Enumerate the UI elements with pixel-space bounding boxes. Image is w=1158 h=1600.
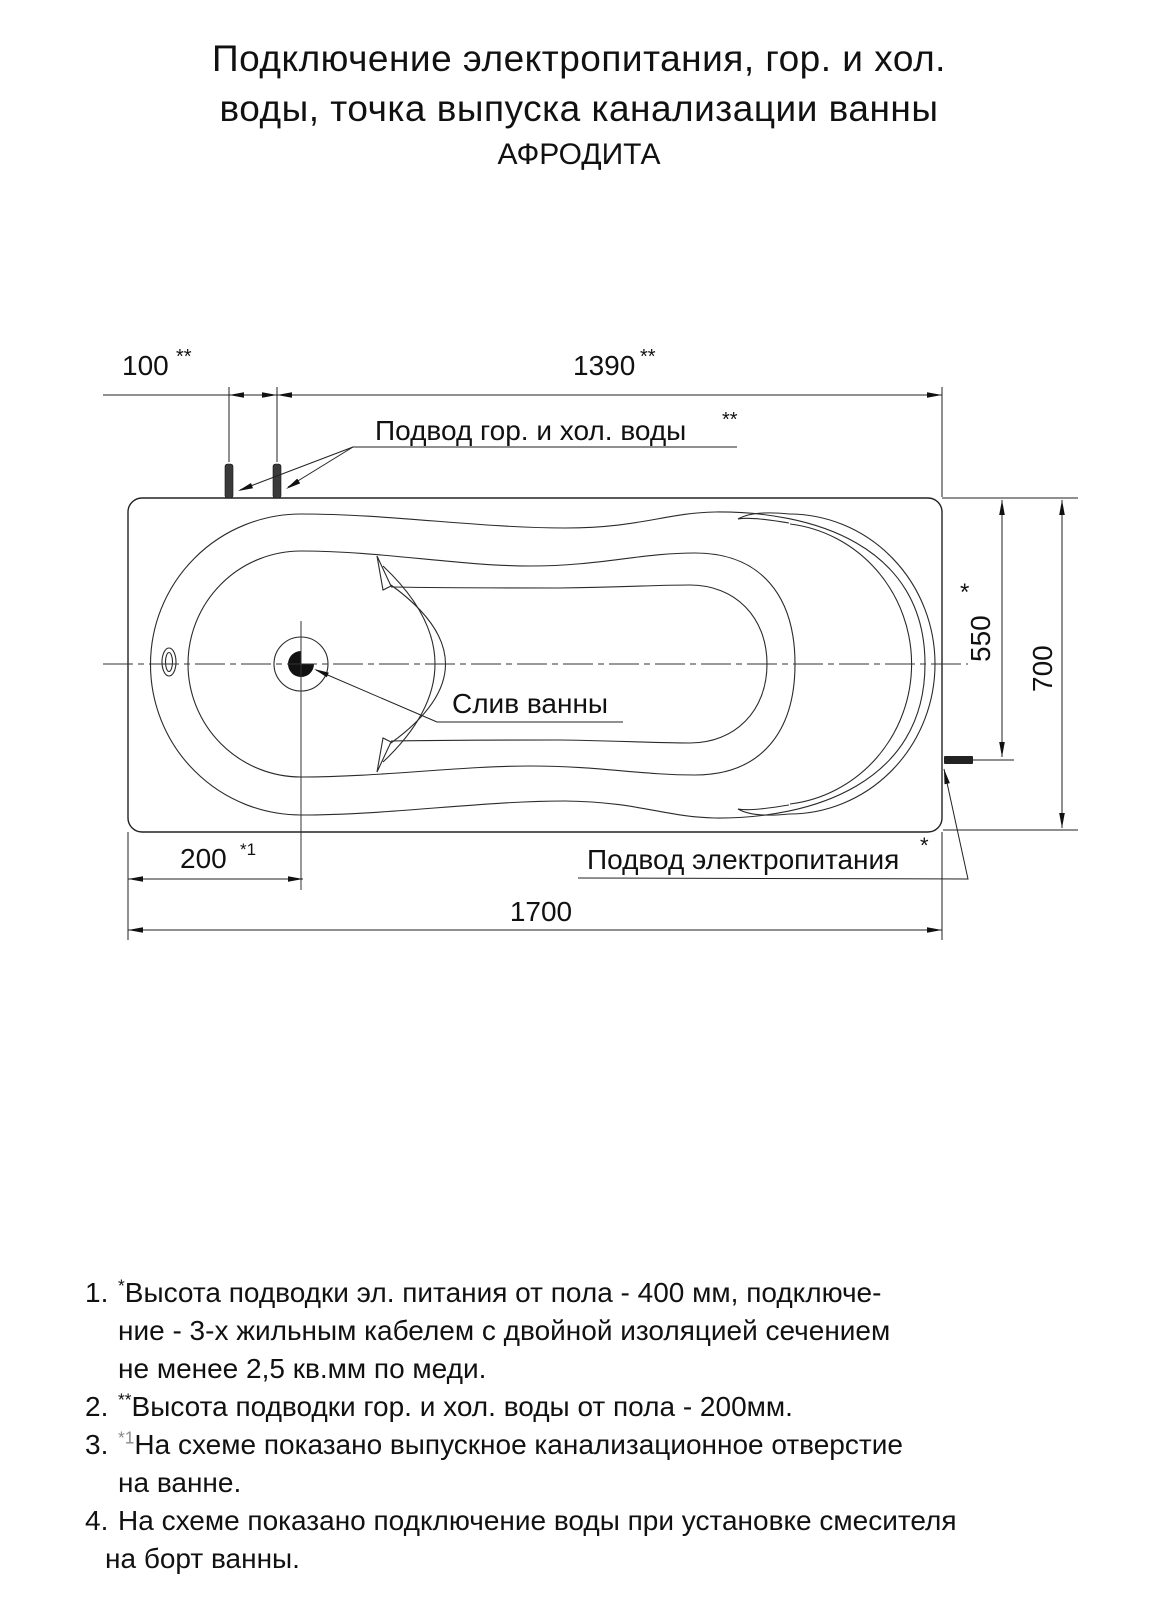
- seat-backrest-bottom-wedge: [377, 738, 391, 772]
- dim-1700-value: 1700: [509, 896, 573, 927]
- note-4-number: 4.: [85, 1505, 109, 1536]
- note-4-text: На схеме показано подключение воды при установке смесителя: [118, 1505, 957, 1536]
- note-2-marker: **: [118, 1389, 132, 1410]
- note-1-line-2: ние - 3-х жильным кабелем с двойной изоляцией сечением: [118, 1315, 891, 1346]
- title-line-2: воды, точка выпуска канализации ванны: [219, 88, 939, 129]
- power-connection-mark: [944, 756, 973, 764]
- drain-label: Слив ванны: [452, 688, 609, 719]
- note-1-marker: *: [118, 1275, 125, 1296]
- title-line-1: Подключение электропитания, гор. и хол.: [212, 38, 946, 79]
- notes-list: [85, 1274, 1065, 1578]
- note-3-line-2: на ванне.: [118, 1467, 242, 1498]
- power-supply-label: Подвод электропитания: [587, 844, 900, 875]
- note-1-number: 1.: [85, 1277, 109, 1308]
- dim-100-value: 100: [122, 350, 169, 381]
- dim-700-value: 700: [1027, 645, 1058, 692]
- note-1-line-1: [85, 1274, 1065, 1312]
- water-pipe-2-icon: [273, 464, 281, 498]
- water-supply-label: Подвод гор. и хол. воды: [375, 415, 687, 446]
- note-3-marker: *1: [118, 1427, 135, 1448]
- note-1-text: Высота подводки эл. питания от пола - 400 мм, подключе-: [124, 1277, 882, 1308]
- note-2-line-1: [85, 1388, 1065, 1426]
- water-supply-label-sup: **: [722, 409, 738, 431]
- note-4-line-2: на борт ванны.: [105, 1543, 300, 1574]
- note-2-number: 2.: [85, 1391, 109, 1422]
- dim-1390-sup: **: [640, 346, 656, 368]
- hot-cold-water-pipes: [225, 464, 281, 498]
- note-3-line-1: [85, 1426, 1065, 1464]
- note-1-line-3: не менее 2,5 кв.мм по меди.: [118, 1353, 487, 1384]
- dim-100-sup: **: [176, 346, 192, 368]
- headrest-cap-bottom: [738, 805, 789, 815]
- seat-backrest-top-wedge: [377, 556, 391, 590]
- note-3-text: На схеме показано выпускное канализационное отверстие: [134, 1429, 903, 1460]
- tub-inner-contours: [151, 512, 936, 818]
- note-3-number: 3.: [85, 1429, 109, 1460]
- dim-550-value: 550: [965, 615, 996, 662]
- tub-outline: [128, 498, 942, 832]
- note-4-line-1: [85, 1502, 1065, 1540]
- power-supply-label-sup: *: [920, 833, 929, 858]
- dim-1390-value: 1390: [573, 350, 636, 381]
- note-2-text: Высота подводки гор. и хол. воды от пола - 200мм.: [131, 1391, 793, 1422]
- dim-200-sup: *1: [240, 840, 257, 859]
- tub-rim-rect: [128, 498, 942, 832]
- dim-550-sup: *: [960, 579, 970, 606]
- dim-200-value: 200: [180, 843, 227, 874]
- overflow-hole-inner: [166, 653, 173, 672]
- water-pipe-1-icon: [225, 464, 233, 498]
- title-line-3: АФРОДИТА: [497, 138, 661, 171]
